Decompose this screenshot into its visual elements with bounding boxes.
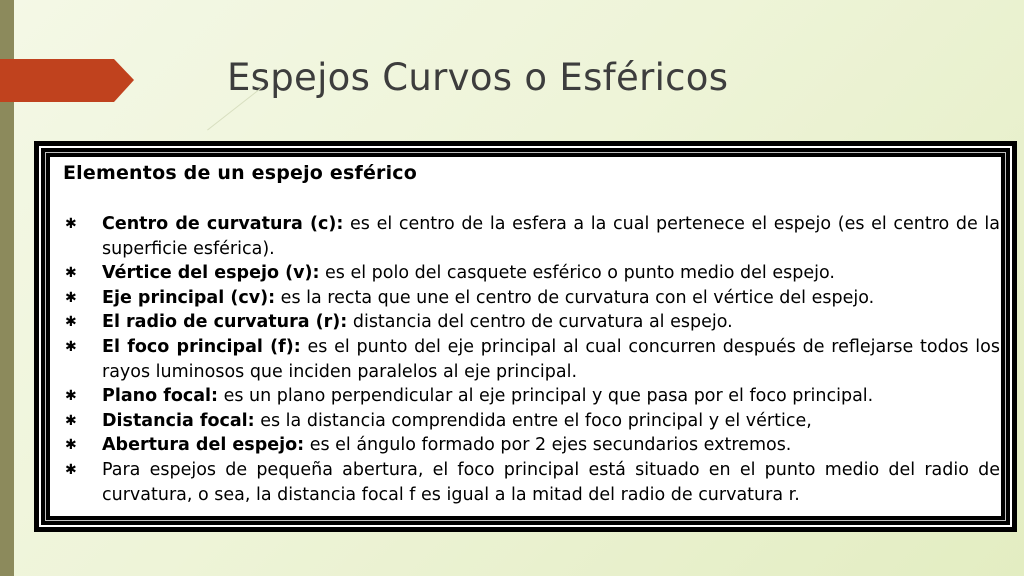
item-text: Para espejos de pequeña abertura, el foco principal está situado en el punto medio del radio de curvatura, o sea, la distancia focal f es igual a la mitad del radio de curvatura r. [102, 459, 1000, 505]
title-arrow-shape [0, 59, 134, 102]
asterisk-bullet-icon: ✱ [65, 289, 77, 306]
list-item [60, 335, 1000, 384]
list-item [60, 458, 1000, 507]
item-text: es un plano perpendicular al eje principal y que pasa por el foco principal. [218, 386, 874, 407]
asterisk-bullet-icon: ✱ [65, 265, 77, 282]
item-term: Abertura del espejo: [102, 435, 305, 456]
list-item [60, 384, 1000, 409]
asterisk-bullet-icon: ✱ [65, 388, 77, 405]
item-text: es la distancia comprendida entre el foco principal y el vértice, [254, 410, 812, 431]
list-item [60, 261, 1000, 286]
asterisk-bullet-icon: ✱ [65, 216, 77, 232]
item-text: es la recta que une el centro de curvatura con el vértice del espejo. [275, 287, 875, 308]
list-item [60, 286, 1000, 311]
content-image-frame [34, 141, 1017, 532]
slide-title: Espejos Curvos o Esféricos [227, 56, 729, 99]
panel-title: Elementos de un espejo esférico [63, 162, 418, 184]
asterisk-bullet-icon: ✱ [65, 412, 77, 429]
item-text: es el ángulo formado por 2 ejes secundarios extremos. [304, 435, 792, 456]
list-item [60, 409, 1000, 434]
asterisk-bullet-icon: ✱ [65, 437, 77, 454]
item-term: Centro de curvatura (c): [102, 214, 344, 234]
item-term: Eje principal (cv): [102, 287, 276, 308]
asterisk-bullet-icon: ✱ [65, 338, 77, 355]
item-text: es el centro de la esfera a la cual pertenece el espejo (es el centro de la superficie esférica). [102, 214, 1000, 259]
item-term: Distancia focal: [102, 410, 255, 431]
list-item [60, 212, 1000, 261]
list-item [60, 433, 1000, 458]
item-term: El foco principal (f): [102, 336, 301, 357]
item-term: El radio de curvatura (r): [102, 312, 348, 333]
item-text: es el polo del casquete esférico o punto medio del espejo. [319, 263, 835, 284]
item-text: es el punto del eje principal al cual concurren después de reflejarse todos los rayos luminosos que inciden paralelos al eje principal. [102, 336, 1000, 382]
item-term: Vértice del espejo (v): [102, 263, 320, 284]
item-term: Plano focal: [102, 386, 219, 407]
definitions-list [60, 212, 1000, 507]
list-item [60, 310, 1000, 335]
asterisk-bullet-icon: ✱ [65, 461, 77, 478]
item-text: distancia del centro de curvatura al espejo. [347, 312, 733, 333]
asterisk-bullet-icon: ✱ [65, 314, 77, 331]
definitions-panel [50, 157, 1001, 516]
